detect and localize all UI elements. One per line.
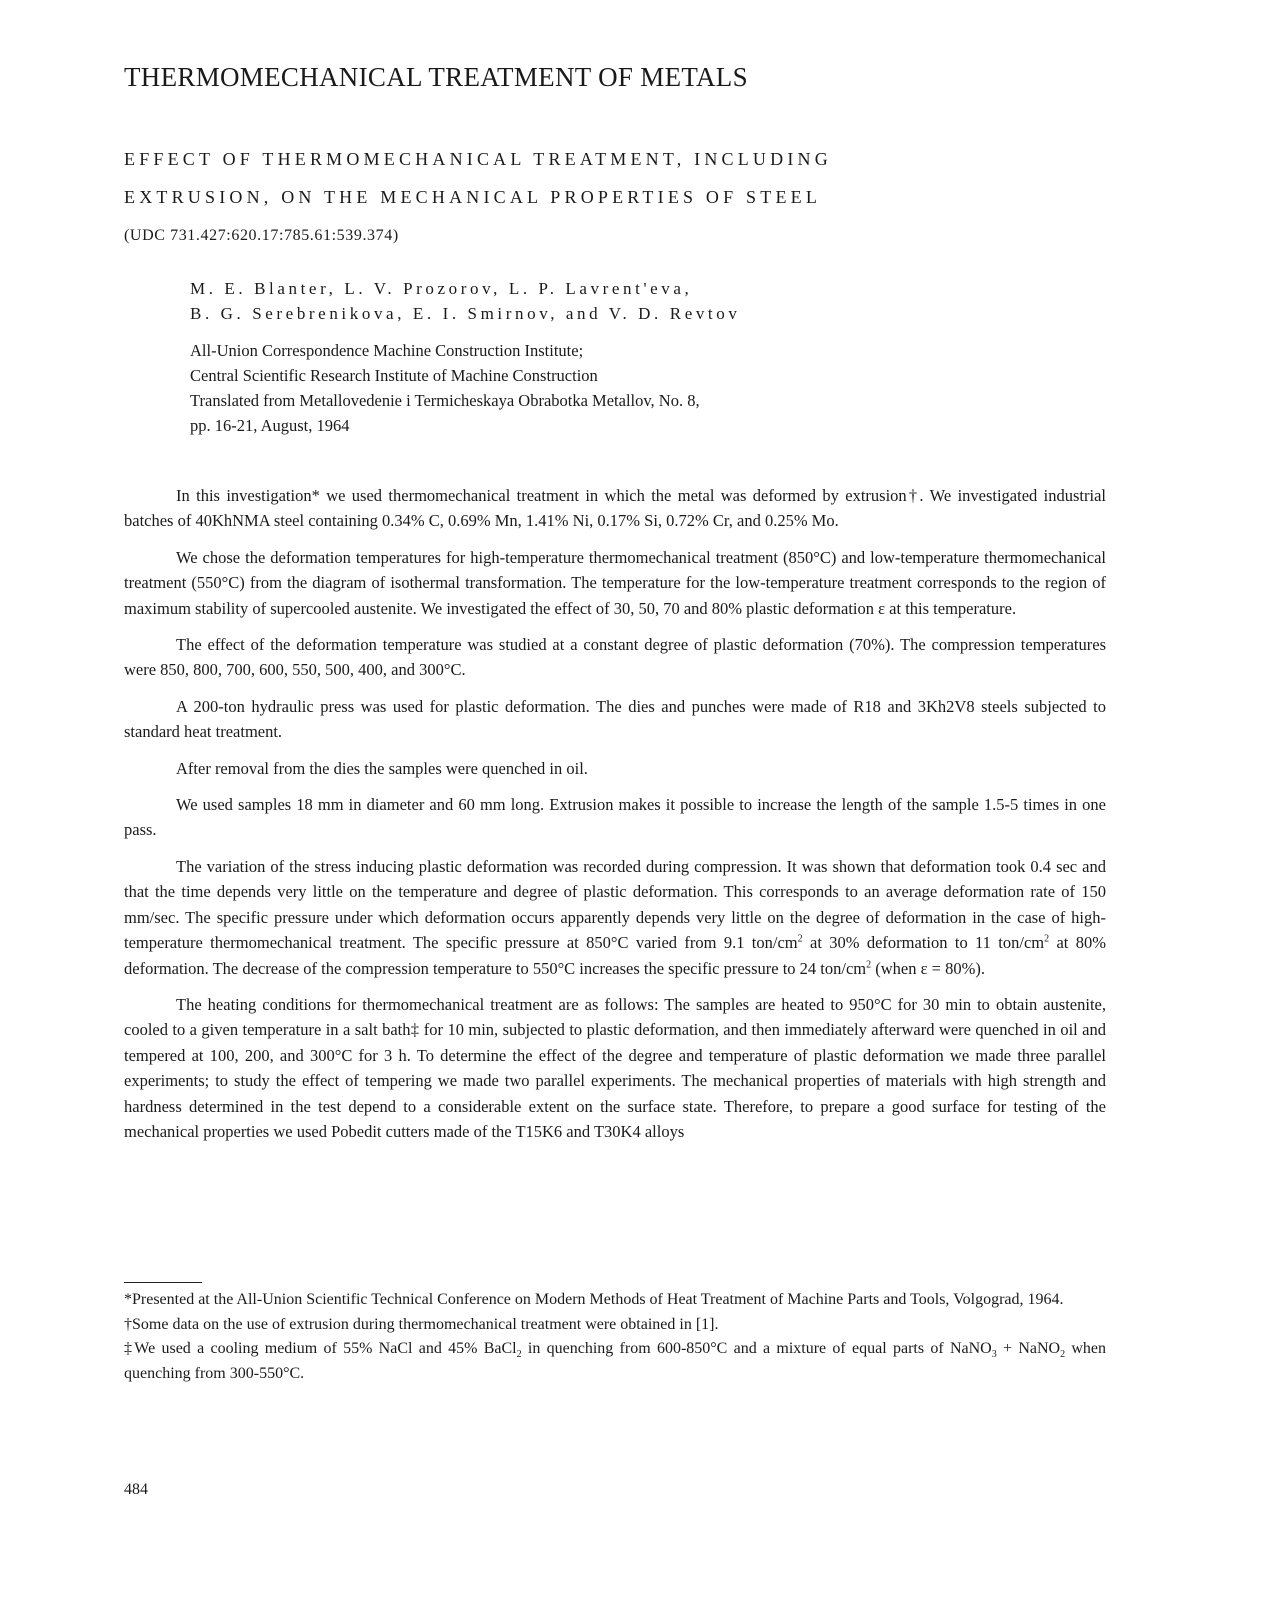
author-line: B. G. Serebrenikova, E. I. Smirnov, and V. D. Revtov [190,304,741,323]
article-title [124,140,832,216]
udc-code: (UDC 731.427:620.17:785.61:539.374) [124,227,399,244]
text-run: + NaNO [996,1340,1061,1357]
text-run: at 30% deformation to 11 ton/cm [802,933,1045,953]
author-line: M. E. Blanter, L. V. Prozorov, L. P. Lavrent'eva, [190,279,693,298]
body-paragraph: A 200-ton hydraulic press was used for plastic deformation. The dies and punches were made of R18 and 3Kh2V8 steels subjected to standard heat treatment. [124,696,1106,742]
text-run: when quenching from 300-550°C. [124,1340,1107,1382]
footnote [124,1337,1106,1386]
section-title: THERMOMECHANICAL TREATMENT OF METALS [124,62,748,92]
body-paragraph [124,854,1106,981]
text-run: in quenching from 600-850°C and a mixture of equal parts of NaNO [521,1340,992,1357]
text-run: The variation of the stress inducing plastic deformation was recorded during compression. It was shown that deformation took 0.4 sec and that the time depends very little on the temperature and degree of plastic deformation. This corresponds to an average deformation rate of 150 mm/sec. The specific pressure under which deformation occurs apparently depends very little on the degree of deformation in the case of high-temperature thermomechanical treatment. The specific pressure at 850°C varied from 9.1 ton/cm [124,856,1106,953]
body-paragraph: In this investigation* we used thermomechanical treatment in which the metal was deformed by extrusion†. We investigated industrial batches of 40KhNMA steel containing 0.34% C, 0.69% Mn, 1.41% Ni, 0.17% Si, 0.72% Cr, and 0.25% Mo. [124,486,1106,531]
footnote: †Some data on the use of extrusion during thermomechanical treatment were obtained in [1]. [124,1315,719,1333]
body-paragraph: The heating conditions for thermomechanical treatment are as follows: The samples are heated to 950°C for 30 min to obtain austenite, cooled to a given temperature in a salt bath‡ for 10 min, subjected to plastic deformation, and then immediately afterward were quenched in oil and tempered at 100, 200, and 300°C for 3 h. To determine the effect of the degree and temperature of plastic deformation we made three parallel experiments; to study the effect of tempering we made two parallel experiments. The mechanical properties of materials with high strength and hardness determined in the test depend to a considerable extent on the surface state. Therefore, to prepare a good surface for testing of the mechanical properties we used Pobedit cutters made of the T15K6 and T30K4 alloys [124,994,1106,1141]
subscript: 3 [991,1349,997,1361]
affiliation-line: All-Union Correspondence Machine Construction Institute; [190,341,584,360]
body-paragraph: After removal from the dies the samples were quenched in oil. [176,758,588,778]
affiliation-block [190,338,700,438]
text-run: at 80% deformation. The decrease of the compression temperature to 550°C increases the specific pressure to 24 ton/cm [124,933,1106,978]
subscript: 2 [1060,1349,1066,1361]
superscript: 2 [797,933,803,945]
footnote-divider [124,1282,202,1283]
text-run: (when ε = 80%). [871,958,985,978]
footnotes [124,1288,1106,1386]
footnote: *Presented at the All-Union Scientific Technical Conference on Modern Methods of Heat Treatment of Machine Parts and Tools, Volgograd, 1964. [124,1291,1064,1308]
affiliation-line: Central Scientific Research Institute of Machine Construction [190,366,598,385]
translation-source-line: Translated from Metallovedenie i Termicheskaya Obrabotka Metallov, No. 8, [190,391,700,410]
translation-source-line: pp. 16-21, August, 1964 [190,416,350,435]
superscript: 2 [1044,933,1050,945]
article-title-line: EXTRUSION, ON THE MECHANICAL PROPERTIES OF STEEL [124,187,822,207]
body-paragraph: We chose the deformation temperatures for high-temperature thermomechanical treatment (850°C) and low-temperature thermomechanical treatment (550°C) from the diagram of isothermal transformation. The temperature for the low-temperature treatment corresponds to the region of maximum stability of supercooled austenite. We investigated the effect of 30, 50, 70 and 80% plastic deformation ε at this temperature. [124,547,1106,618]
superscript: 2 [866,959,872,970]
article-body [124,483,1106,1155]
page-number: 484 [124,1481,148,1498]
subscript: 2 [516,1349,522,1361]
body-paragraph: We used samples 18 mm in diameter and 60 mm long. Extrusion makes it possible to increase the length of the sample 1.5-5 times in one pass. [124,795,1106,840]
article-title-line: EFFECT OF THERMOMECHANICAL TREATMENT, INCLUDING [124,149,832,169]
author-list [190,276,740,326]
body-paragraph: The effect of the deformation temperature was studied at a constant degree of plastic deformation (70%). The compression temperatures were 850, 800, 700, 600, 550, 500, 400, and 300°C. [124,635,1106,680]
text-run: ‡We used a cooling medium of 55% NaCl and 45% BaCl [124,1340,517,1357]
